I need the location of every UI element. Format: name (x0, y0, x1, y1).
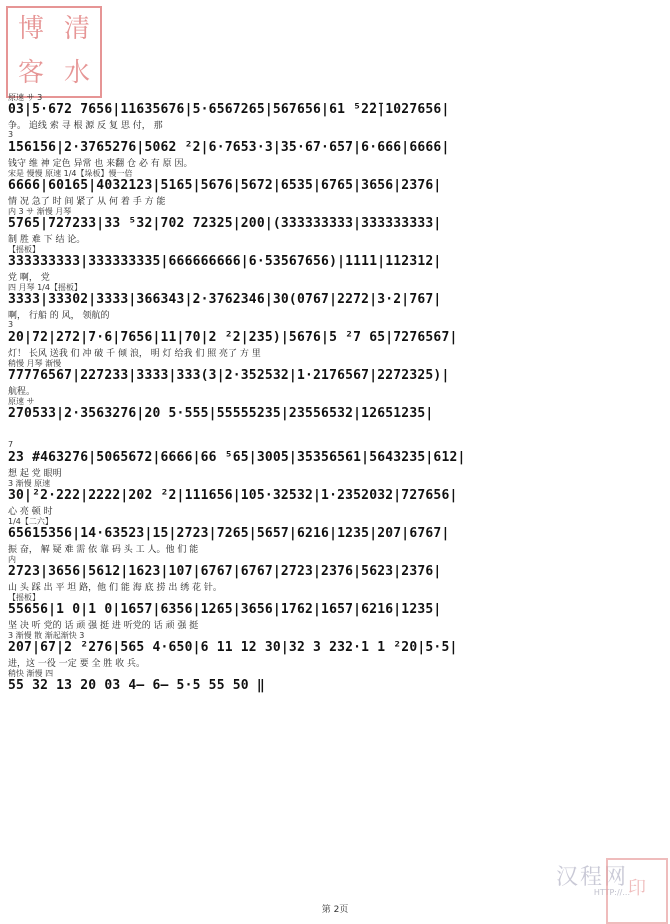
markings: 四 月琴 1/4【摇板】 (8, 283, 82, 292)
score-line-5 (8, 244, 662, 282)
notes: 65615356|14·63523|15|2723|7265|5657|6216|1235|207|6767| (8, 526, 450, 541)
lyrics: 灯！ 长风 送我 们 冲 破 千 倾 浪， 明 灯 给我 们 照 亮了 方 里 (8, 349, 261, 358)
notes: 55 32 13 20 03 4— 6— 5·5 55 50 ‖ (8, 678, 265, 693)
lyrics: 党 啊， 党 (8, 273, 50, 282)
markings: 3 渐慢 原速 (8, 479, 51, 488)
score-line-6 (8, 282, 662, 320)
score-line-10 (8, 440, 662, 478)
score-line-1 (8, 92, 662, 130)
markings: 3 渐慢 散 渐起渐快 3 (8, 631, 85, 640)
seal-stamp (6, 6, 102, 98)
page-number: 第 2页 (321, 905, 349, 915)
score-line-15 (8, 630, 662, 668)
notes: 5765|727233|33 ⁵32|702 72325|200|(333333333|333333333| (8, 216, 442, 231)
lyrics: 情 况 急了 时 间 紧了 从 何 着 手 方 能 (8, 197, 166, 206)
markings: 稍慢 月琴 渐慢 (8, 359, 62, 368)
lyrics: 制 胜 难 下 结 论。 (8, 235, 86, 244)
lyrics: 心 亮 顿 时 (8, 507, 53, 516)
lyrics: 钱守 维 神 定色 异常 也 来翻 仓 必 有 原 因。 (8, 159, 193, 168)
markings: 7 (8, 440, 14, 449)
watermark-text: 汉程网 (555, 865, 628, 890)
score-line-12 (8, 516, 662, 554)
score-line-16 (8, 668, 662, 706)
lyrics: 啊， 行船 的 风， 领航的 (8, 311, 110, 320)
notes: 333333333|333333335|666666666|6·53567656)|1111|112312| (8, 254, 442, 269)
lyrics: 争。 追线 索 寻 根 源 反 复 思 付， 那 (8, 121, 163, 130)
lyrics: 振 奋， 解 疑 难 需 依 靠 码 头 工 人。他 们 能 (8, 545, 199, 554)
notes: 270533|2·3563276|20 5·555|55555235|23556532|12651235| (8, 406, 434, 421)
markings: 宋是 慢慢 原速 1/4【垛板】慢一倍 (8, 169, 133, 178)
notes: 3333|33302|3333|366343|2·3762346|30(0767|2272|3·2|767| (8, 292, 442, 307)
seal-char: 水 (63, 58, 90, 88)
lyrics: 山 头 踩 出 平 坦 路，他 们 能 海 底 捞 出 绣 花 针。 (8, 583, 222, 592)
score-line-8 (8, 358, 662, 396)
corner-seal-icon: 印 (606, 858, 668, 924)
markings: 内 3 サ 渐慢 月琴 (8, 207, 72, 216)
notes: 207|67|2 ²276|565 4·650|6 11 12 30|32 3 232·1 1 ²20|5·5| (8, 640, 458, 655)
score-line-3 (8, 168, 662, 206)
markings: 【摇板】 (8, 245, 40, 254)
lyrics: 航程。 (8, 387, 36, 396)
markings: 原速 サ (8, 397, 35, 406)
lyrics: 想 起 党 眼明 (8, 469, 62, 478)
score-line-9 (8, 396, 662, 440)
score-line-7 (8, 320, 662, 358)
score-line-2 (8, 130, 662, 168)
markings: 【摇板】 (8, 593, 40, 602)
notes: 03|5·672 7656|11635676|5·6567265|567656|61 ⁵2̄2̄|1027656| (8, 102, 450, 117)
notes: 23 #463276|5065672|6666|66 ⁵65|3005|35356561|5643235|612| (8, 450, 466, 465)
notes: 20|72|272|7·6|7656|11|70|2 ²2|235)|5676|5 ²7 65|7276567| (8, 330, 458, 345)
score-line-13 (8, 554, 662, 592)
markings: 3 (8, 320, 14, 329)
seal-char: 客 (17, 58, 44, 88)
score-line-14 (8, 592, 662, 630)
seal-char: 博 (17, 14, 44, 44)
lyrics: 进，这 一役 一定 要 全 胜 收 兵。 (8, 659, 146, 668)
score-line-11 (8, 478, 662, 516)
seal-char: 清 (63, 14, 90, 44)
markings: 原速 サ 3 (8, 93, 43, 102)
score-body (8, 92, 662, 706)
notes: 30|²2·222|2222|202 ²2|111656|105·32532|1·2352032|727656| (8, 488, 458, 503)
score-line-4 (8, 206, 662, 244)
lyrics: 坚 决 听 党的 话 顽 强 挺 进 听党的 话 顽 强 挺 (8, 621, 199, 630)
notes: 6666|60165|4032123|5165|5676|5672|6535|6765|3656|2376| (8, 178, 442, 193)
notes: 2723|3656|5612|1623|107|6767|6767|2723|2376|5623|2376| (8, 564, 442, 579)
watermark-url: HTTP://... (593, 888, 630, 897)
notes: 55656|1 0|1 0|1657|6356|1265|3656|1762|1657|6216|1235| (8, 602, 442, 617)
notes: 77776567|227233|3333|333(3|2·352532|1·2176567|2272325)| (8, 368, 450, 383)
notes: 156156|2·3765276|5062 ²2|6·7653·3|35·67·657|6·666|6666| (8, 140, 450, 155)
markings: 1/4【二六】 (8, 517, 53, 526)
markings: 稍快 渐慢 四 (8, 669, 54, 678)
markings: 3 (8, 130, 14, 139)
markings: 内 (8, 555, 16, 564)
